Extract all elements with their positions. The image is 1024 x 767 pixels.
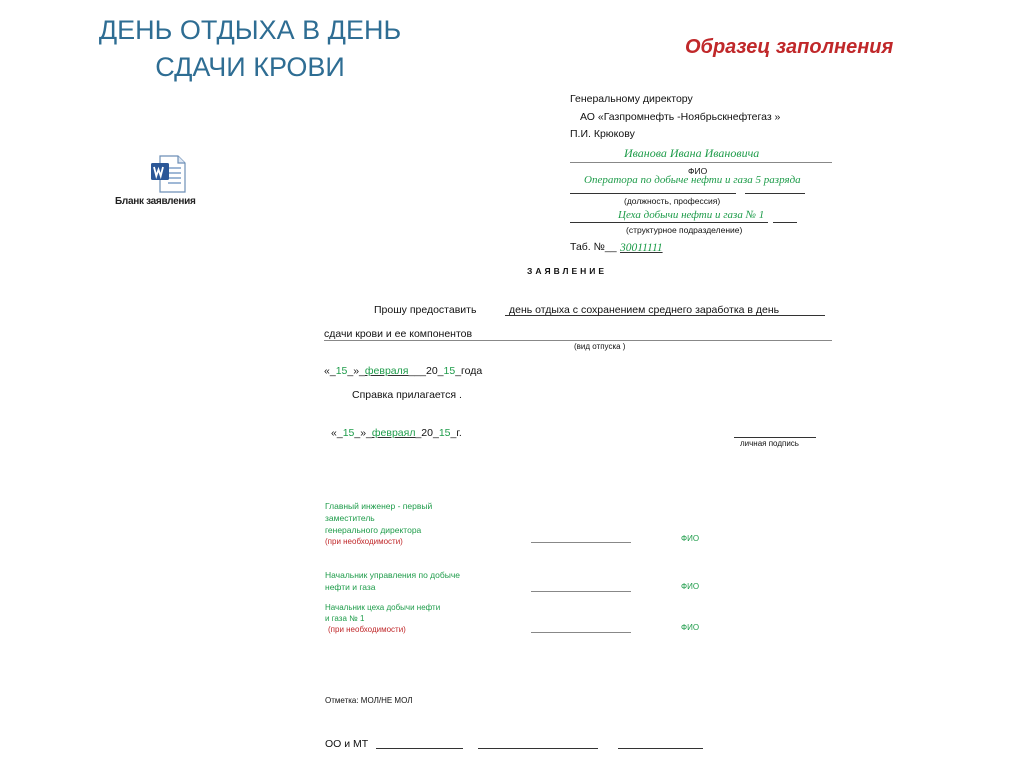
approval-chief-engineer-note: (при необходимости) [325,537,403,546]
signature-year: 15 [438,427,451,439]
unit-underline-b [773,222,797,223]
approval-chief-engineer-line [531,542,631,543]
addressee-line-3: П.И. Крюкову [570,128,635,140]
approval-production-head: Начальник управления по добыче нефти и газа [325,570,460,592]
oo-mt-line-2 [478,748,598,749]
tab-label: Таб. №__ [570,241,617,253]
request-start: Прошу предоставить [374,304,477,316]
approval-chief-engineer-fio: ФИО [681,534,700,543]
oo-mt-line-3 [618,748,703,749]
unit-caption: (структурное подразделение) [626,225,743,235]
unit-value: Цеха добычи нефти и газа № 1 [618,209,765,221]
leave-type-caption: (вид отпуска ) [574,342,626,351]
date-day: 15 [335,365,348,377]
slide-title: ДЕНЬ ОТДЫХА В ДЕНЬ СДАЧИ КРОВИ [98,15,402,82]
request-text: день отдыха с сохранением среднего заработка в день [509,304,780,316]
application-date: «_15_»_февраля___20_15_года [324,365,483,377]
oo-mt-line-1 [376,748,463,749]
addressee-line-2: АО «Газпромнефть -Ноябрьскнефтегаз » [580,111,781,123]
approval-shop-head-line [531,632,631,633]
position-caption: (должность, профессия) [624,196,721,206]
attachment-label[interactable]: Бланк заявления [115,196,196,207]
name-caption: ФИО [688,166,708,176]
approval-production-head-line [531,591,631,592]
request-continue: сдачи крови и ее компонентов [324,328,473,340]
signature-date: «_15_»_февраял_20_15_г. [331,427,462,439]
oo-mt-label: ОО и МТ [325,738,369,750]
addressee-line-1: Генеральному директору [570,93,693,105]
signature-day: 15 [342,427,355,439]
position-value: Оператора по добыче нефти и газа 5 разряда [584,174,801,186]
approval-shop-head-fio: ФИО [681,623,700,632]
date-year: 15 [443,365,456,377]
date-month: февраля [364,365,409,377]
signature-caption: личная подпись [740,439,799,448]
signature-line [734,437,816,438]
sample-label: Образец заполнения [685,36,894,58]
approval-production-head-fio: ФИО [681,582,700,591]
leave-type-underline [324,340,832,341]
applicant-name: Иванова Ивана Ивановича [624,146,760,160]
signature-month: февраял [371,427,416,439]
approval-shop-head-note: (при необходимости) [328,625,406,634]
tab-value: 30011111 [620,242,663,254]
mol-mark: Отметка: МОЛ/НЕ МОЛ [325,696,413,705]
position-underline-b [745,193,805,194]
position-underline-a [570,193,736,194]
approval-chief-engineer: Главный инженер - первый заместитель генерального директора (при необходимости) [325,501,433,546]
statement-heading: ЗАЯВЛЕНИЕ [527,266,608,276]
request-underline [505,315,825,316]
name-underline [570,162,832,163]
approval-shop-head: Начальник цеха добычи нефти и газа № 1 (при необходимости) [325,603,441,634]
unit-underline-a [570,222,768,223]
word-document-icon[interactable] [148,154,188,194]
attachment-note: Справка прилагается . [352,389,462,401]
